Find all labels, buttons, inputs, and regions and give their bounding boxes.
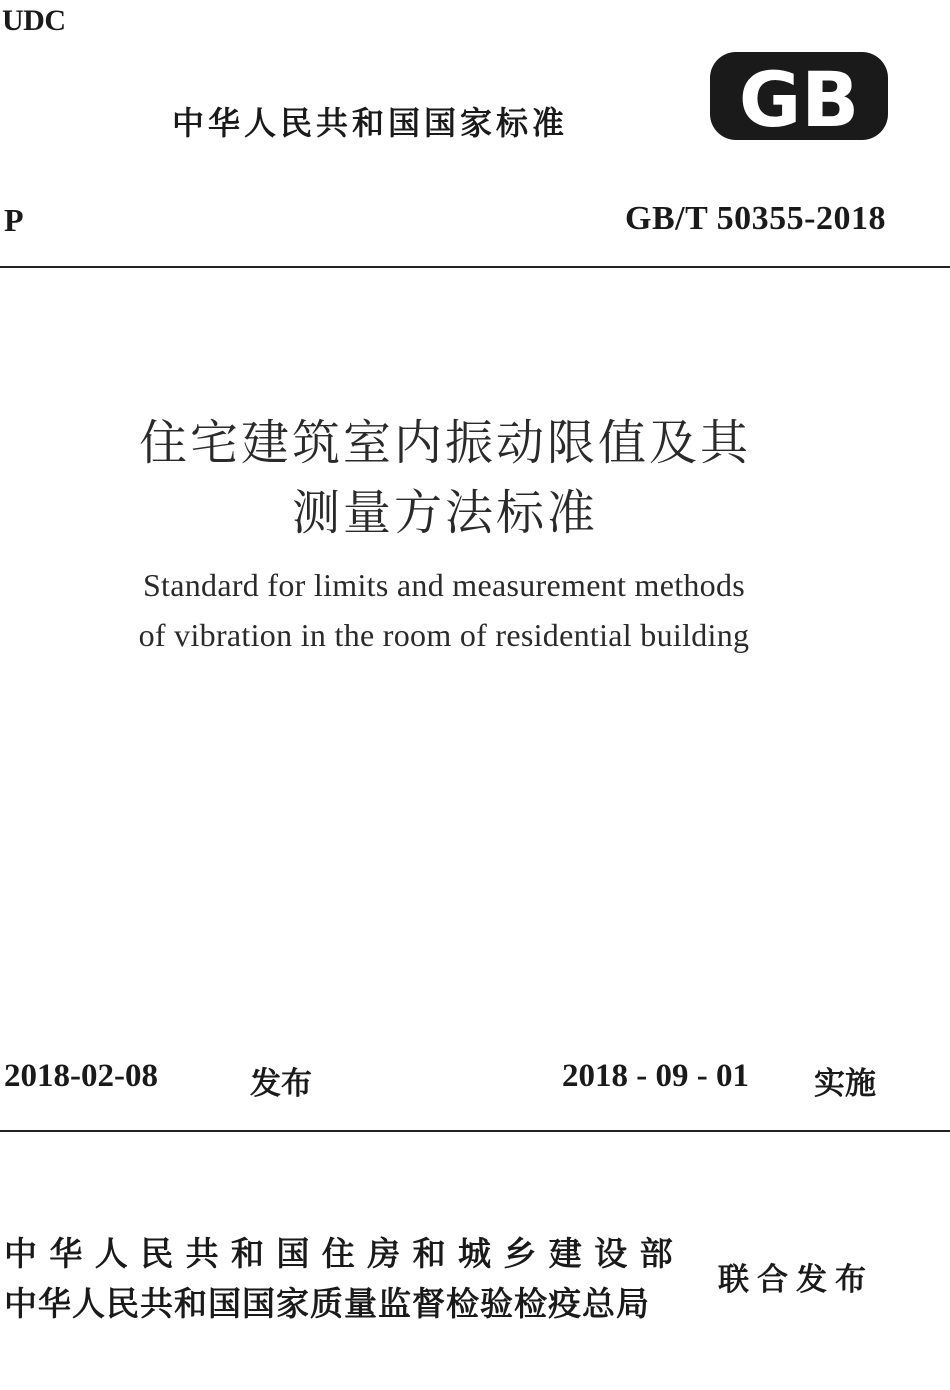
gb-logo-icon	[708, 50, 890, 142]
udc-label: UDC	[2, 4, 66, 37]
issue-label: 发布	[250, 1066, 312, 1102]
top-divider	[0, 266, 950, 268]
national-standard-heading: 中华人民共和国国家标准	[172, 104, 569, 142]
implementation-date: 2018 - 09 - 01	[562, 1058, 749, 1094]
joint-issue-label: 联合发布	[718, 1262, 874, 1298]
issuer-quality-supervision: 中华人民共和国国家质量监督检验检疫总局	[4, 1284, 650, 1323]
issuer-ministry-housing: 中华人民共和国住房和城乡建设部	[4, 1234, 685, 1273]
title-chinese-line1: 住宅建筑室内振动限值及其	[138, 415, 751, 471]
title-english-line2: of vibration in the room of residential building	[138, 617, 750, 653]
implementation-label: 实施	[814, 1066, 876, 1102]
title-chinese-line2: 测量方法标准	[291, 485, 598, 541]
title-english-line1: Standard for limits and measurement methods	[142, 567, 746, 603]
bottom-divider	[0, 1130, 950, 1132]
gb-logo-text: GB	[738, 55, 860, 142]
category-code: P	[4, 202, 24, 238]
standard-number: GB/T 50355-2018	[625, 200, 886, 237]
issue-date: 2018-02-08	[4, 1058, 158, 1094]
